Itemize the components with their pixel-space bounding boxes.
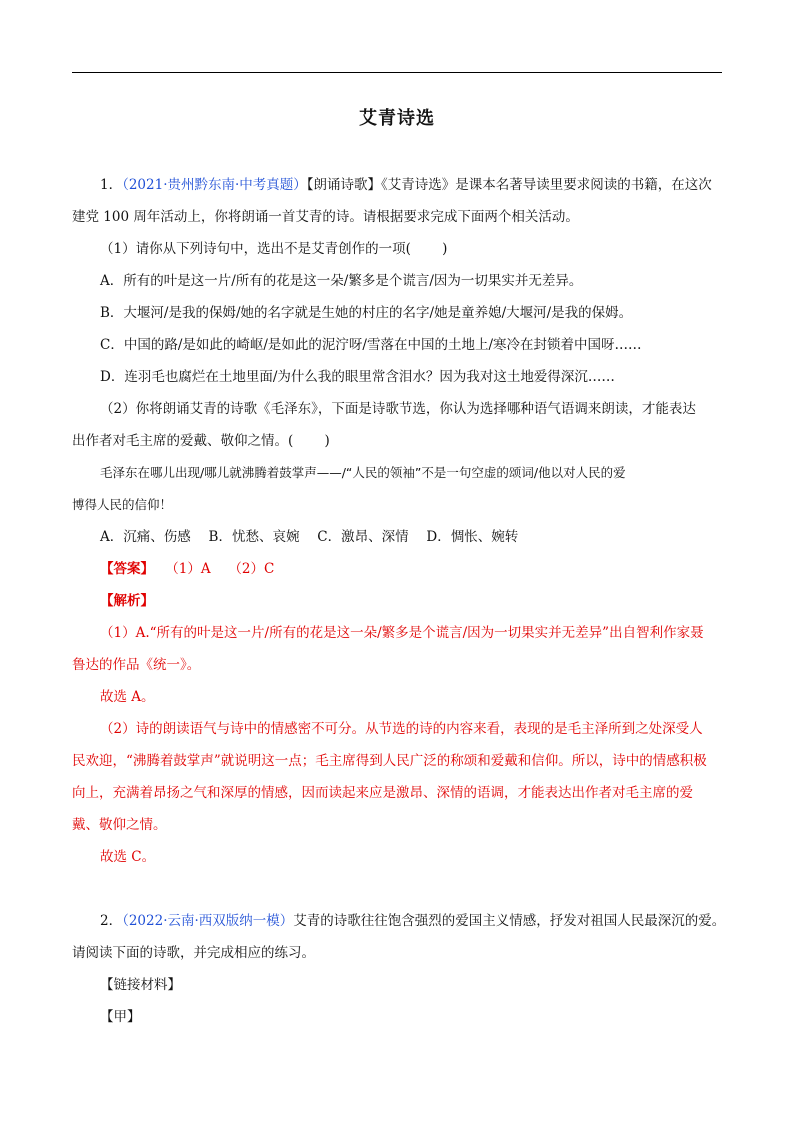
choice-1-result: 故选 A。 (100, 689, 155, 705)
q2-stem: 艾青的诗歌往往饱含强烈的爱国主义情感，抒发对祖国人民最深沉的爱。 (293, 913, 726, 929)
q2-stem-line2: 请阅读下面的诗歌，并完成相应的练习。 (72, 945, 315, 961)
choice-2-result: 故选 C。 (100, 849, 156, 865)
q2-number: 2． (100, 913, 123, 929)
explanation-2-line2: 民欢迎，“沸腾着鼓掌声”就说明这一点；毛主席得到人民广泛的称颂和爱戴和信仰。所以，诗中的情感积极 (72, 753, 707, 769)
q1-sub1: （1）请你从下列诗句中，选出不是艾青创作的一项( ) (100, 241, 448, 257)
explanation-2-line4: 戴、敬仰之情。 (72, 817, 167, 833)
q1-stem: 【朗诵诗歌】《艾青诗选》是课本名著导读里要求阅读的书籍，在这次 (306, 177, 712, 193)
q1-stem-line2: 建党 100 周年活动上，你将朗诵一首艾青的诗。请根据要求完成下面两个相关活动。 (72, 209, 579, 225)
answer-label: 【答案】 (100, 561, 154, 577)
explanation-2-line1: （2）诗的朗读语气与诗中的情感密不可分。从节选的诗的内容来看，表现的是毛主泽所到之处深受人 (100, 721, 703, 737)
q2-stem-line1 (100, 912, 725, 930)
explanation-2-line3: 向上，充满着昂扬之气和深厚的情感，因而读起来应是激昂、深情的语调，才能表达出作者对毛主席的爱 (72, 785, 693, 801)
answer-line (100, 560, 274, 578)
page-title: 艾青诗选 (359, 108, 435, 129)
material-jia-label: 【甲】 (100, 1009, 141, 1025)
poem-excerpt-line1: 毛泽东在哪儿出现/哪儿就沸腾着鼓掌声——/“人民的领袖”不是一句空虚的颂词/他以对人民的爱 (100, 465, 626, 480)
explanation-1-line2: 鲁达的作品《统一》。 (72, 657, 201, 673)
q2-source: （2022·云南·西双版纳一模） (122, 913, 294, 929)
q1-option-d: D．连羽毛也腐烂在土地里面/为什么我的眼里常含泪水？因为我对这土地爱得深沉…… (100, 369, 615, 385)
analysis-label: 【解析】 (100, 593, 154, 609)
linked-material-label: 【链接材料】 (100, 977, 181, 993)
q1-stem-line1 (100, 176, 712, 194)
answer-value: （1）A （2）C (172, 561, 275, 577)
q1-sub2-choices: A．沉痛、伤感 B．忧愁、哀婉 C．激昂、深情 D．惆怅、婉转 (100, 529, 519, 545)
q1-option-c: C．中国的路/是如此的崎岖/是如此的泥泞呀/雪落在中国的土地上/寒冷在封锁着中国呀…… (100, 337, 642, 353)
header-rule (72, 72, 722, 73)
q1-option-b: B．大堰河/是我的保姆/她的名字就是生她的村庄的名字/她是童养媳/大堰河/是我的保姆。 (100, 305, 633, 321)
q1-sub2-line2: 出作者对毛主席的爱戴、敬仰之情。( ) (72, 433, 330, 449)
q1-option-a: A．所有的叶是这一片/所有的花是这一朵/繁多是个谎言/因为一切果实并无差异。 (100, 273, 583, 289)
q1-number: 1． (100, 177, 123, 193)
q1-source: （2021·贵州黔东南·中考真题） (122, 177, 307, 193)
explanation-1-line1: （1）A.“所有的叶是这一片/所有的花是这一朵/繁多是个谎言/因为一切果实并无差异”出自智利作家聂 (100, 625, 704, 641)
poem-excerpt-line2: 博得人民的信仰！ (72, 497, 173, 512)
q1-sub2-line1: （2）你将朗诵艾青的诗歌《毛泽东》，下面是诗歌节选，你认为选择哪种语气语调来朗读，才能表达 (100, 401, 696, 417)
